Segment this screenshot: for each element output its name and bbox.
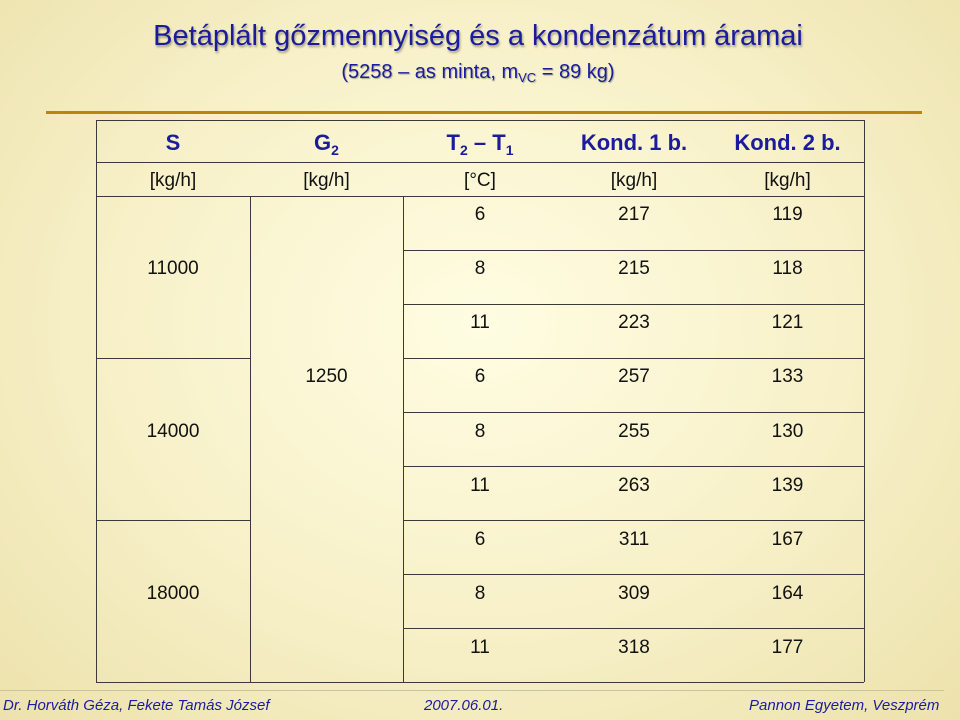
kond1-cell: 257 — [618, 366, 650, 387]
footer-date: 2007.06.01. — [424, 697, 504, 714]
table-row-divider — [403, 304, 864, 305]
kond2-cell: 121 — [771, 312, 804, 333]
header-t1-sub: 1 — [505, 142, 514, 158]
table-border-right — [864, 120, 865, 682]
kond1-cell: 217 — [618, 204, 650, 225]
g2-value: 1250 — [305, 366, 348, 387]
kond2-cell: 177 — [771, 637, 804, 658]
dt-cell: 11 — [470, 312, 490, 333]
header-kond1: Kond. 1 b. — [580, 130, 688, 155]
dt-cell: 6 — [474, 204, 486, 225]
header-dash: – — [467, 130, 493, 155]
dt-cell: 8 — [474, 583, 486, 604]
table-row-divider — [403, 466, 864, 467]
title-divider — [46, 111, 922, 114]
kond1-cell: 311 — [618, 529, 650, 550]
header-g2 — [250, 130, 403, 158]
kond2-cell: 119 — [772, 204, 803, 225]
kond1-cell: 255 — [618, 421, 650, 442]
header-kond2: Kond. 2 b. — [734, 130, 841, 155]
table-border-top — [96, 120, 864, 121]
kond2-cell: 130 — [771, 421, 804, 442]
header-t2-t1 — [403, 130, 557, 158]
header-g2-main: G — [314, 130, 332, 155]
subtitle-suffix: = 89 kg) — [536, 61, 615, 83]
table-col-divider-1 — [250, 196, 251, 682]
table-row-divider — [403, 520, 864, 521]
slide-subtitle — [0, 61, 956, 85]
dt-cell: 8 — [474, 421, 486, 442]
kond1-cell: 309 — [618, 583, 650, 604]
table-row-divider — [403, 574, 864, 575]
header-t1: T — [492, 130, 506, 155]
header-s: S — [165, 130, 181, 155]
table-units-divider — [96, 196, 864, 197]
slide-title: Betáplált gőzmennyiség és a kondenzátum áramai — [153, 20, 803, 52]
table-row-divider — [403, 412, 864, 413]
footer-divider — [0, 690, 944, 691]
table-group-divider — [96, 520, 250, 521]
dt-cell: 8 — [474, 258, 486, 279]
footer-place: Pannon Egyetem, Veszprém — [749, 697, 940, 714]
s-value: 11000 — [147, 258, 199, 279]
table-row-divider — [403, 358, 864, 359]
kond1-cell: 223 — [618, 312, 650, 333]
kond1-cell: 318 — [618, 637, 650, 658]
kond2-cell: 133 — [771, 366, 804, 387]
s-value: 14000 — [146, 421, 200, 442]
kond1-cell: 263 — [618, 475, 650, 496]
subtitle-subscript: VC — [518, 70, 537, 85]
s-value: 18000 — [146, 583, 200, 604]
kond2-cell: 118 — [772, 258, 803, 279]
unit-kond2: [kg/h] — [764, 170, 811, 191]
kond2-cell: 164 — [771, 583, 804, 604]
kond2-cell: 139 — [771, 475, 804, 496]
table-header-divider — [96, 162, 864, 163]
kond2-cell: 167 — [771, 529, 804, 550]
data-table — [96, 120, 864, 682]
footer-author: Dr. Horváth Géza, Fekete Tamás József — [3, 697, 270, 714]
unit-s: [kg/h] — [149, 170, 197, 191]
header-g2-sub: 2 — [331, 142, 339, 158]
unit-g2: [kg/h] — [303, 170, 350, 191]
dt-cell: 6 — [474, 529, 486, 550]
unit-dt: [°C] — [464, 170, 496, 191]
dt-cell: 6 — [474, 366, 486, 387]
table-row-divider — [403, 250, 864, 251]
unit-kond1: [kg/h] — [610, 170, 658, 191]
table-row-divider — [403, 628, 864, 629]
kond1-cell: 215 — [618, 258, 650, 279]
dt-cell: 11 — [470, 637, 490, 658]
header-t2: T — [446, 130, 460, 155]
header-t2-sub: 2 — [459, 142, 468, 158]
subtitle-prefix: (5258 – as minta, m — [341, 61, 519, 83]
dt-cell: 11 — [470, 475, 490, 496]
table-group-divider — [96, 358, 250, 359]
table-border-bottom — [96, 682, 864, 683]
